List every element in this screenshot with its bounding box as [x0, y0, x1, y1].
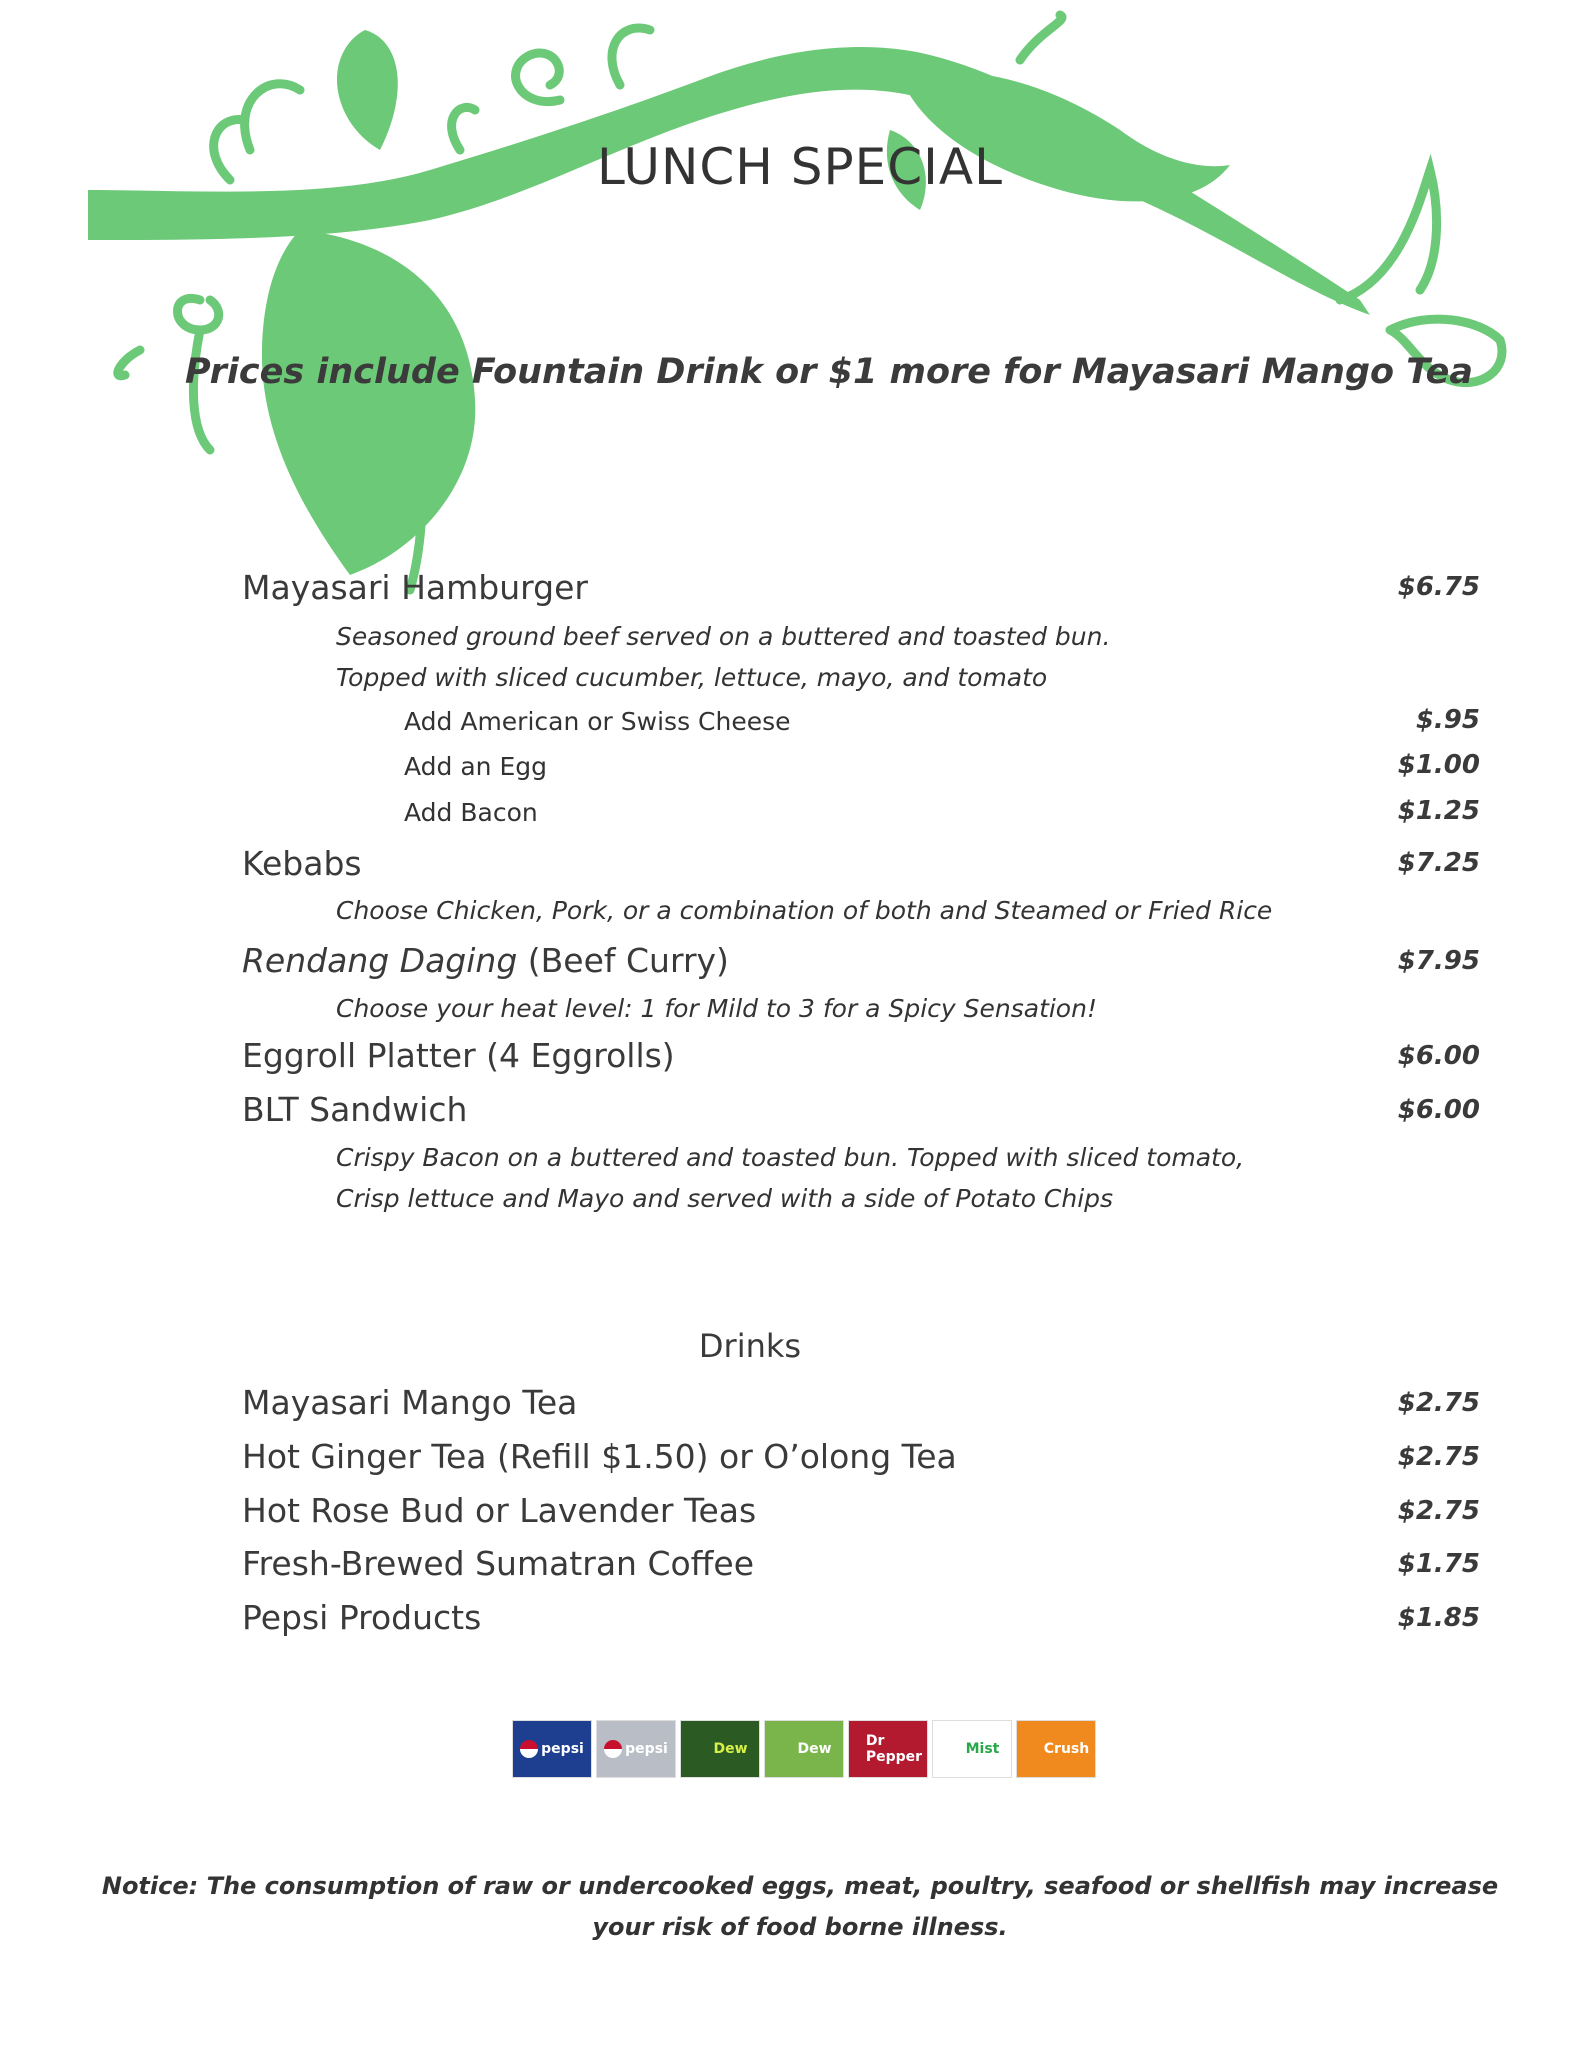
item-name-kebabs: Kebabs — [242, 844, 362, 883]
diet-mountain-dew-logo: Dew — [764, 1720, 844, 1778]
crush-logo: Crush — [1016, 1720, 1096, 1778]
addon-bacon-price: $1.25 — [1397, 796, 1480, 826]
item-price-rendang: $7.95 — [1397, 946, 1480, 976]
item-price-hamburger: $6.75 — [1397, 572, 1480, 602]
drink-price: $2.75 — [1397, 1442, 1480, 1472]
drink-price: $2.75 — [1397, 1388, 1480, 1418]
drink-name: Pepsi Products — [242, 1598, 482, 1637]
drink-name: Fresh-Brewed Sumatran Coffee — [242, 1544, 755, 1583]
diet-pepsi-logo: pepsi — [596, 1720, 676, 1778]
item-desc-rendang: Choose your heat level: 1 for Mild to 3 for a Spicy Sensation! — [336, 994, 1097, 1023]
mountain-dew-logo: Dew — [680, 1720, 760, 1778]
item-desc-hamburger-1: Seasoned ground beef served on a buttered and toasted bun. — [336, 622, 1111, 651]
item-name-eggroll: Eggroll Platter (4 Eggrolls) — [242, 1036, 675, 1075]
item-name-rendang — [242, 941, 729, 980]
notice-line-1: Notice: The consumption of raw or undercooked eggs, meat, poultry, seafood or shellfish may increase — [101, 1872, 1499, 1900]
food-safety-notice — [0, 1866, 1579, 1948]
drinks-heading: Drinks — [698, 1327, 802, 1365]
item-name-hamburger: Mayasari Hamburger — [242, 568, 588, 607]
item-desc-hamburger-2: Topped with sliced cucumber, lettuce, mayo, and tomato — [336, 663, 1048, 692]
item-price-eggroll: $6.00 — [1397, 1041, 1480, 1071]
item-desc-blt-2: Crisp lettuce and Mayo and served with a side of Potato Chips — [336, 1184, 1114, 1213]
vine-decoration — [0, 0, 1579, 620]
addon-cheese-price: $.95 — [1415, 705, 1480, 735]
item-name-blt: BLT Sandwich — [242, 1090, 468, 1129]
item-price-kebabs: $7.25 — [1397, 848, 1480, 878]
drink-price: $1.85 — [1397, 1603, 1480, 1633]
addon-bacon-label: Add Bacon — [404, 798, 538, 827]
item-name-rendang-main: Rendang Daging — [242, 941, 518, 980]
drink-name: Hot Ginger Tea (Refill $1.50) or O’olong Tea — [242, 1437, 957, 1476]
dr-pepper-logo: Dr Pepper — [848, 1720, 928, 1778]
drink-price: $2.75 — [1397, 1496, 1480, 1526]
sierra-mist-logo: Mist — [932, 1720, 1012, 1778]
page-title: LUNCH SPECIAL — [597, 138, 1003, 196]
item-desc-kebabs: Choose Chicken, Pork, or a combination of both and Steamed or Fried Rice — [336, 896, 1273, 925]
drink-included-note: Prices include Fountain Drink or $1 more for Mayasari Mango Tea — [185, 352, 1473, 392]
addon-cheese-label: Add American or Swiss Cheese — [404, 707, 791, 736]
drink-price: $1.75 — [1397, 1549, 1480, 1579]
addon-egg-label: Add an Egg — [404, 752, 547, 781]
notice-line-2: your risk of food borne illness. — [592, 1913, 1008, 1941]
drink-name: Hot Rose Bud or Lavender Teas — [242, 1491, 757, 1530]
drink-name: Mayasari Mango Tea — [242, 1383, 578, 1422]
pepsi-logo: pepsi — [512, 1720, 592, 1778]
item-price-blt: $6.00 — [1397, 1095, 1480, 1125]
item-name-rendang-suffix: (Beef Curry) — [527, 941, 729, 980]
addon-egg-price: $1.00 — [1397, 750, 1480, 780]
item-desc-blt-1: Crispy Bacon on a buttered and toasted bun. Topped with sliced tomato, — [336, 1143, 1245, 1172]
